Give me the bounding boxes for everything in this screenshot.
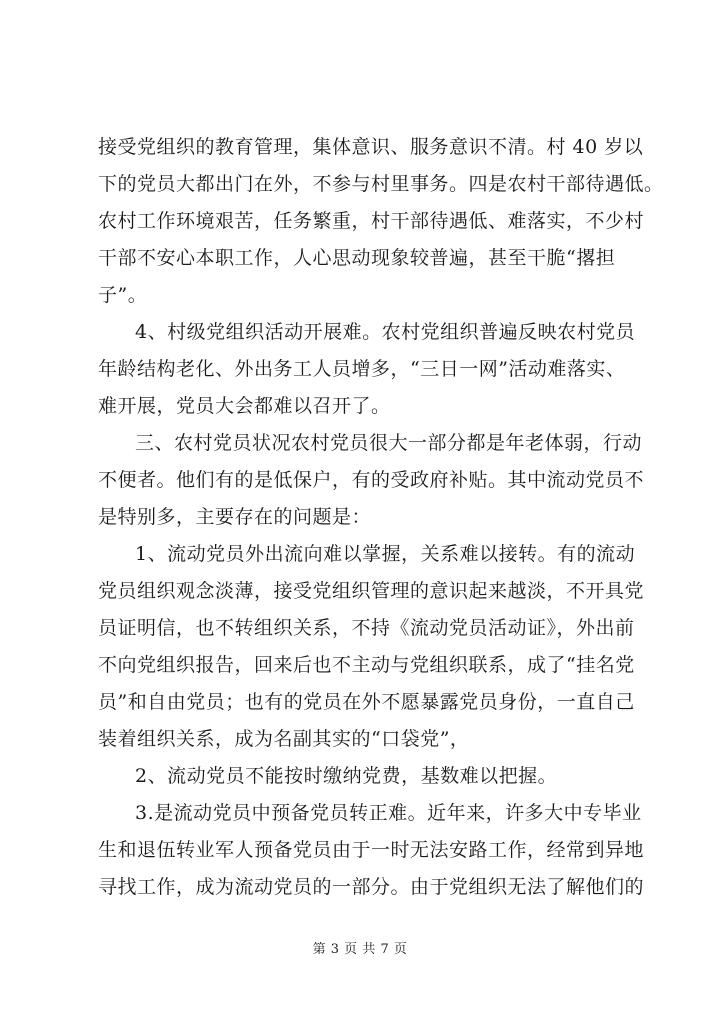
body-text-line: 党员组织观念淡薄，接受党组织管理的意识起来越淡，不开具党 <box>98 580 645 602</box>
body-text-line: 不向党组织报告，回来后也不主动与党组织联系，成了“挂名党 <box>98 654 635 676</box>
body-text-line: 干部不安心本职工作，人心思动现象较普遍，甚至干脆“撂担 <box>98 247 616 269</box>
body-text-line: 生和退伍转业军人预备党员由于一时无法安路工作，经常到异地 <box>98 839 645 861</box>
body-text-line: 是特别多，主要存在的问题是： <box>98 506 372 528</box>
body-text-line: 3.是流动党员中预备党员转正难。近年来，许多大中专毕业 <box>135 802 642 824</box>
body-text-line: 年龄结构老化、外出务工人员增多，“三日一网”活动难落实、 <box>98 358 626 380</box>
body-text-line: 下的党员大都出门在外，不参与村里事务。四是农村干部待遇低。 <box>98 173 664 195</box>
body-text-line: 农村工作环境艰苦，任务繁重，村干部待遇低、难落实，不少村 <box>98 210 645 232</box>
body-text-line: 不便者。他们有的是低保户，有的受政府补贴。其中流动党员不 <box>98 469 645 491</box>
body-text-line: 装着组织关系，成为名副其实的“口袋党”， <box>98 728 470 750</box>
body-text-line: 难开展，党员大会都难以召开了。 <box>98 395 391 417</box>
body-text-line: 三、农村党员状况农村党员很大一部分都是年老体弱，行动 <box>135 432 643 454</box>
body-text-line: 子”。 <box>98 284 148 306</box>
body-text-line: 寻找工作，成为流动党员的一部分。由于党组织无法了解他们的 <box>98 876 645 898</box>
body-text-line: 2、流动党员不能按时缴纳党费，基数难以把握。 <box>135 765 558 787</box>
body-text-line: 员证明信，也不转组织关系，不持《流动党员活动证》，外出前 <box>98 617 635 639</box>
body-text-line: 接受党组织的教育管理，集体意识、服务意识不清。村 40 岁以 <box>98 136 644 158</box>
body-text-line: 员”和自由党员；也有的党员在外不愿暴露党员身份，一直自己 <box>98 691 635 713</box>
body-text-line: 1、流动党员外出流向难以掌握，关系难以接转。有的流动 <box>135 543 636 565</box>
body-text-line: 4、村级党组织活动开展难。农村党组织普遍反映农村党员 <box>135 321 636 343</box>
page-number-footer: 第 3 页 共 7 页 <box>312 942 408 957</box>
